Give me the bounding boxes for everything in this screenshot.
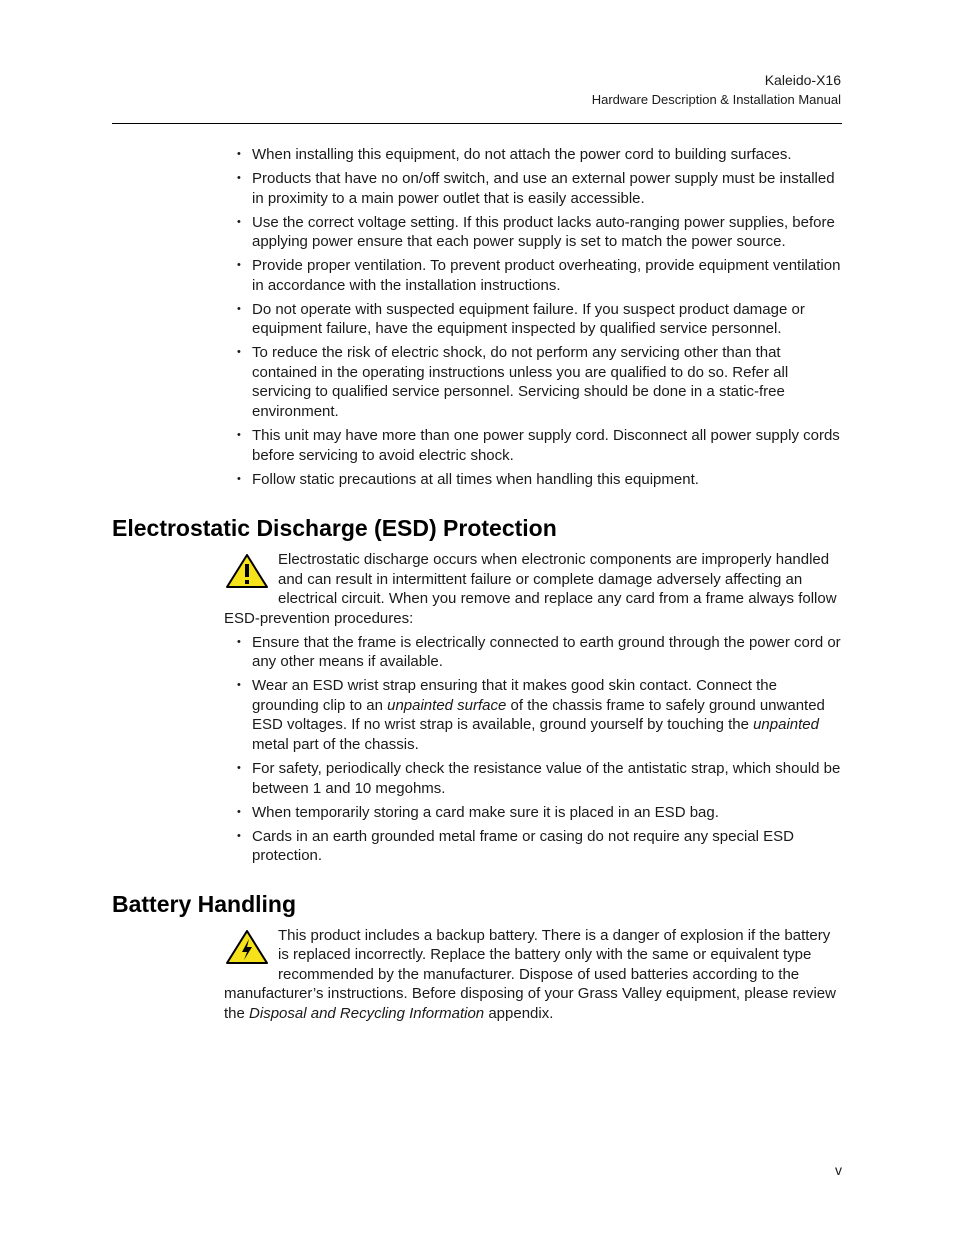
list-item: • This unit may have more than one power supply cord. Disconnect all power supply cords before servicing to avoid electric shock. bbox=[224, 426, 842, 465]
product-name: Kaleido-X16 bbox=[764, 72, 841, 88]
text-span: Wear an ESD wrist strap ensuring that it makes good skin contact. Connect the grounding clip to an bbox=[252, 677, 777, 714]
emphasis: Disposal and Recycling Information bbox=[249, 1005, 485, 1023]
list-item: • Follow static precautions at all times when handling this equipment. bbox=[224, 470, 842, 490]
text-span: of the chassis frame to safely ground unwanted ESD voltages. If no wrist strap is available, ground yourself by touching the bbox=[252, 696, 825, 734]
page-number: v bbox=[835, 1162, 842, 1178]
list-item: • Provide proper ventilation. To prevent product overheating, provide equipment ventilation in accordance with the installation instructions. bbox=[224, 256, 842, 295]
list-item: • For safety, periodically check the resistance value of the antistatic strap, which should be between 1 and 10 megohms. bbox=[224, 759, 842, 798]
esd-warning-text: Electrostatic discharge occurs when electronic components are improperly handled and can result in intermittent failure or complete damage adversely affecting an electrical circuit. When you remove and replace any card from a frame always follow ESD-prevention procedures: bbox=[224, 551, 837, 628]
list-item: • When temporarily storing a card make sure it is placed in an ESD bag. bbox=[224, 803, 842, 823]
battery-warning bbox=[112, 926, 842, 1024]
list-item bbox=[224, 676, 842, 754]
emphasis: unpainted bbox=[753, 716, 819, 734]
page-header bbox=[592, 70, 841, 110]
emphasis: unpainted surface bbox=[387, 696, 507, 714]
battery-heading: Battery Handling bbox=[112, 890, 297, 917]
page-content bbox=[112, 145, 842, 1024]
list-item: • When installing this equipment, do not attach the power cord to building surfaces. bbox=[224, 145, 842, 165]
esd-bullet-list bbox=[112, 633, 842, 866]
esd-warning bbox=[112, 550, 842, 628]
battery-warning-text bbox=[224, 926, 842, 1024]
text-span: metal part of the chassis. bbox=[252, 735, 419, 753]
safety-bullet-list bbox=[112, 145, 842, 489]
header-rule bbox=[112, 123, 842, 124]
electrical-hazard-icon bbox=[224, 928, 270, 966]
caution-exclamation-icon bbox=[224, 552, 270, 590]
esd-heading: Electrostatic Discharge (ESD) Protection bbox=[112, 515, 557, 542]
list-item: • Do not operate with suspected equipment failure. If you suspect product damage or equipment failure, have the equipment inspected by qualified service personnel. bbox=[224, 300, 842, 339]
list-item: • Products that have no on/off switch, and use an external power supply must be installed in proximity to a main power outlet that is easily accessible. bbox=[224, 169, 842, 208]
list-item: • To reduce the risk of electric shock, do not perform any servicing other than that contained in the operating instructions unless you are qualified to do so. Refer all servicing to qualified service personnel. Servicing should be done in a static-free environment. bbox=[224, 343, 842, 421]
text-span: appendix. bbox=[484, 1005, 554, 1023]
list-item: • Use the correct voltage setting. If this product lacks auto-ranging power supplies, before applying power ensure that each power supply is set to match the power source. bbox=[224, 213, 842, 252]
list-item: • Ensure that the frame is electrically connected to earth ground through the power cord or any other means if available. bbox=[224, 633, 842, 672]
manual-title: Hardware Description & Installation Manual bbox=[591, 92, 841, 107]
text-span: This product includes a backup battery. There is a danger of explosion if the battery is replaced incorrectly. Replace the battery only with the same or equivalent type recommended by the manufacturer. Dispose of used batteries according to the manufacturer’s instructions. Before disposing of your Grass Valley equipment, please review the bbox=[224, 926, 836, 1023]
list-item: • Cards in an earth grounded metal frame or casing do not require any special ESD protection. bbox=[224, 827, 842, 866]
